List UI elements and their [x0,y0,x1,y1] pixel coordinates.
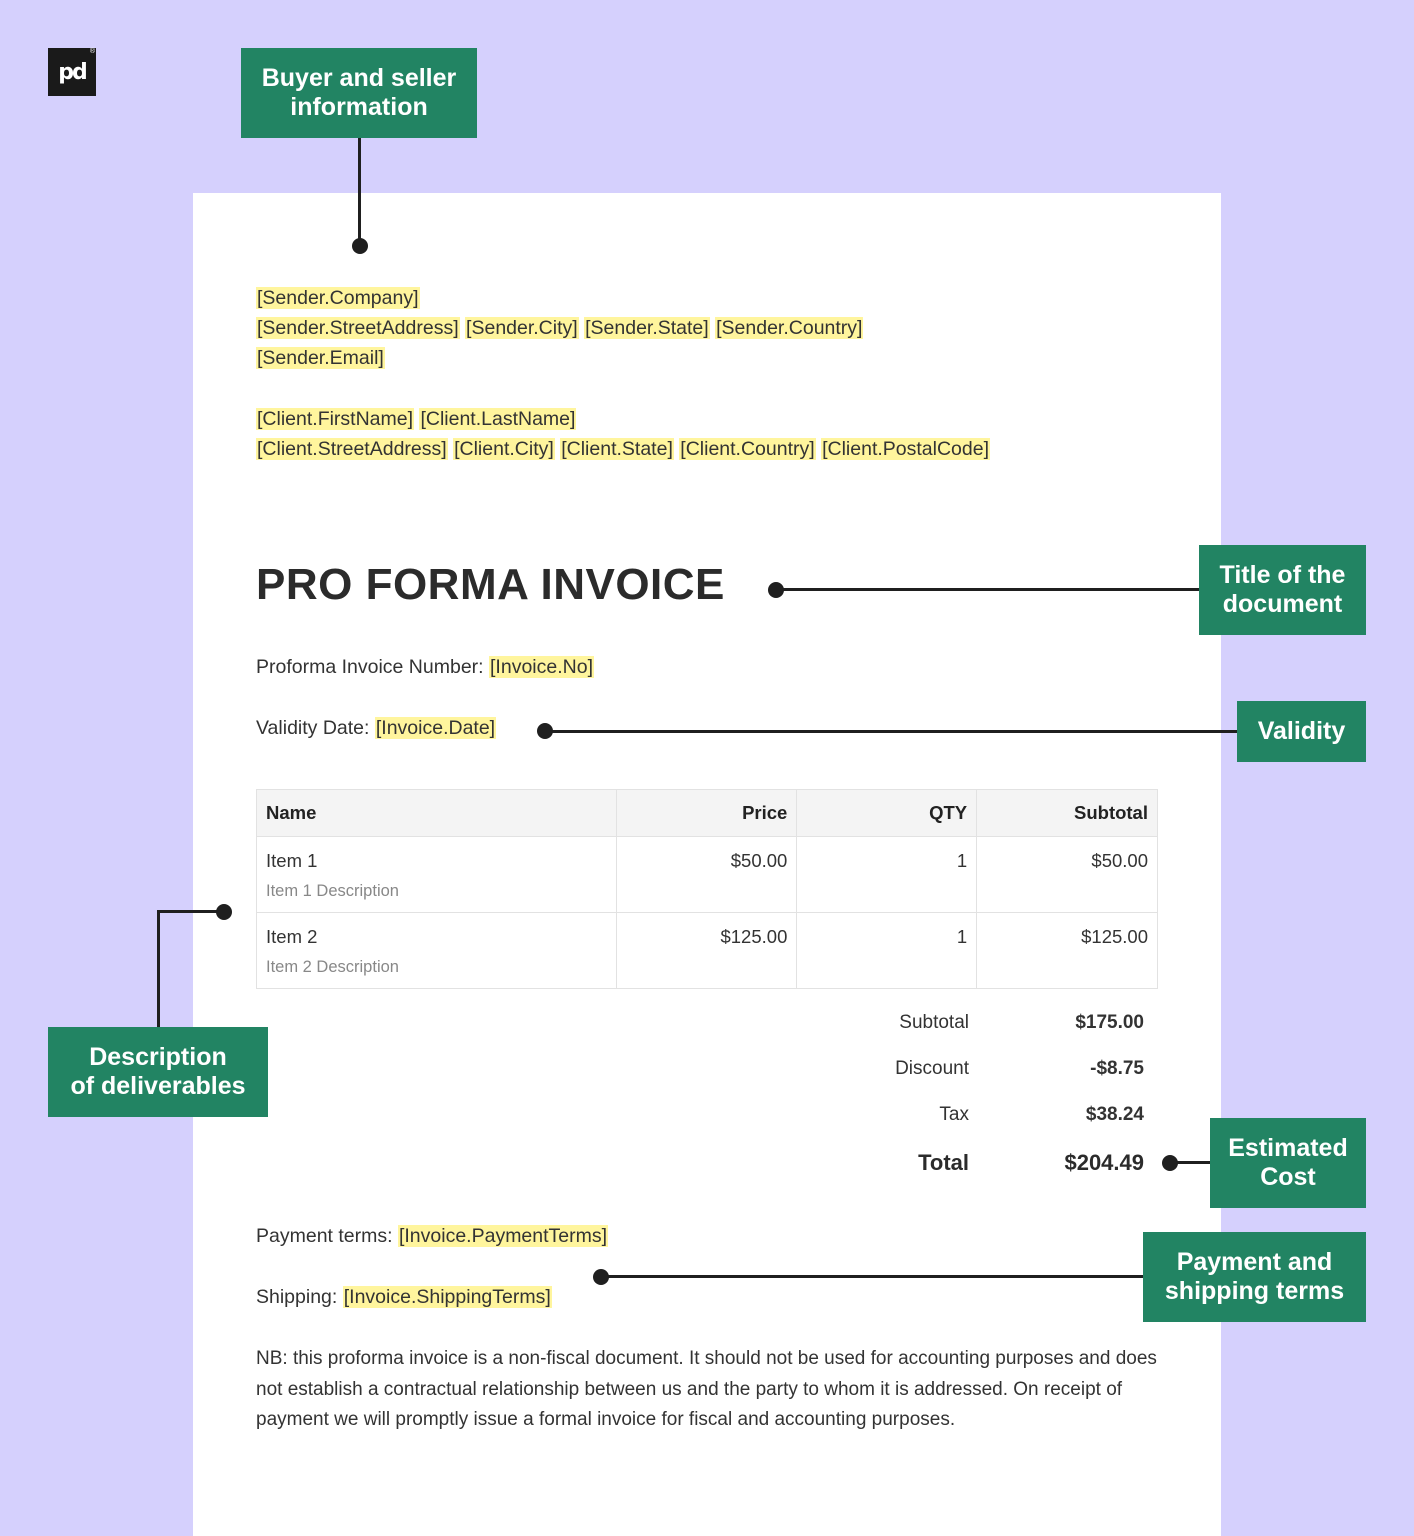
item-price: $50.00 [616,837,797,913]
callout-line: Payment and [1176,1248,1333,1276]
validity-date-value: [Invoice.Date] [375,717,496,739]
pd-logo [48,48,96,96]
subtotal-label: Subtotal [899,1012,969,1033]
shipping-terms-label: Shipping: [256,1286,338,1308]
payment-terms-value: [Invoice.PaymentTerms] [398,1225,608,1247]
validity-date-field [256,717,496,740]
callout-line: Title of the [1219,561,1346,589]
item-name: Item 1 [266,850,318,871]
connector-line [776,588,1199,591]
registered-mark: ® [89,48,95,55]
item-description: Item 1 Description [266,882,399,900]
shipping-terms-field [256,1286,552,1309]
callout-buyer-seller [241,48,477,138]
client-city: [Client.City] [454,438,554,460]
table-row [257,913,1158,989]
callout-terms [1143,1232,1366,1322]
shipping-terms-value: [Invoice.ShippingTerms] [343,1286,551,1308]
callout-validity [1237,701,1366,762]
item-name: Item 2 [266,926,318,947]
item-cell [257,913,617,989]
connector-line [601,1275,1143,1278]
header-name: Name [257,790,617,837]
item-description: Item 2 Description [266,958,399,976]
sender-email: [Sender.Email] [257,347,384,369]
callout-line: information [290,93,428,121]
header-subtotal: Subtotal [977,790,1158,837]
client-country: [Client.Country] [680,438,815,460]
header-qty: QTY [797,790,977,837]
connector-dot [352,238,368,254]
item-subtotal: $125.00 [977,913,1158,989]
callout-line: Estimated [1228,1134,1348,1162]
item-price: $125.00 [616,913,797,989]
sender-state: [Sender.State] [585,317,709,339]
callout-line: of deliverables [70,1072,246,1100]
client-street: [Client.StreetAddress] [257,438,447,460]
payment-terms-field [256,1225,608,1248]
connector-dot [216,904,232,920]
item-subtotal: $50.00 [977,837,1158,913]
total-value: $204.49 [1064,1150,1144,1175]
callout-line: document [1222,590,1343,618]
callout-line: Cost [1260,1163,1316,1191]
client-postal-code: [Client.PostalCode] [822,438,990,460]
sender-block [256,283,863,373]
tax-value: $38.24 [1085,1104,1144,1125]
invoice-number-value: [Invoice.No] [490,656,593,678]
connector-line [157,910,160,1027]
tax-label: Tax [939,1104,969,1125]
client-state: [Client.State] [561,438,673,460]
connector-line [358,138,361,244]
validity-date-label: Validity Date: [256,717,370,739]
discount-value: -$8.75 [1090,1058,1144,1079]
item-qty: 1 [797,837,977,913]
sender-street: [Sender.StreetAddress] [257,317,459,339]
client-block [256,404,990,464]
sender-city: [Sender.City] [466,317,578,339]
client-last-name: [Client.LastName] [420,408,576,430]
callout-line: Validity [1257,717,1346,745]
logo-mark: pd [58,59,86,85]
total-label: Total [918,1150,969,1175]
connector-dot [1162,1155,1178,1171]
items-table [256,789,1158,989]
subtotal-value: $175.00 [1075,1012,1144,1033]
sender-company: [Sender.Company] [257,287,419,309]
document-title: PRO FORMA INVOICE [256,560,725,609]
callout-estimated-cost [1210,1118,1366,1208]
connector-line [545,730,1237,733]
disclaimer-note: NB: this proforma invoice is a non-fiscal document. It should not be used for accounting purposes and does not establish a contractual relationship between us and the party to whom it is addressed. On receipt of payment we will promptly issue a formal invoice for fiscal and accounting purposes. [256,1348,1157,1430]
connector-dot [537,723,553,739]
connector-dot [593,1269,609,1285]
payment-terms-label: Payment terms: [256,1225,393,1247]
callout-deliverables [48,1027,268,1117]
callout-title [1199,545,1366,635]
sender-country: [Sender.Country] [716,317,863,339]
connector-line [157,910,224,913]
table-row [257,837,1158,913]
client-first-name: [Client.FirstName] [257,408,414,430]
item-cell [257,837,617,913]
connector-dot [768,582,784,598]
invoice-number-label: Proforma Invoice Number: [256,656,484,678]
item-qty: 1 [797,913,977,989]
callout-line: shipping terms [1164,1277,1345,1305]
callout-line: Buyer and seller [261,64,457,92]
discount-label: Discount [895,1058,969,1079]
header-price: Price [616,790,797,837]
table-header-row [257,790,1158,837]
invoice-number-field [256,656,594,679]
callout-line: Description [89,1043,227,1071]
